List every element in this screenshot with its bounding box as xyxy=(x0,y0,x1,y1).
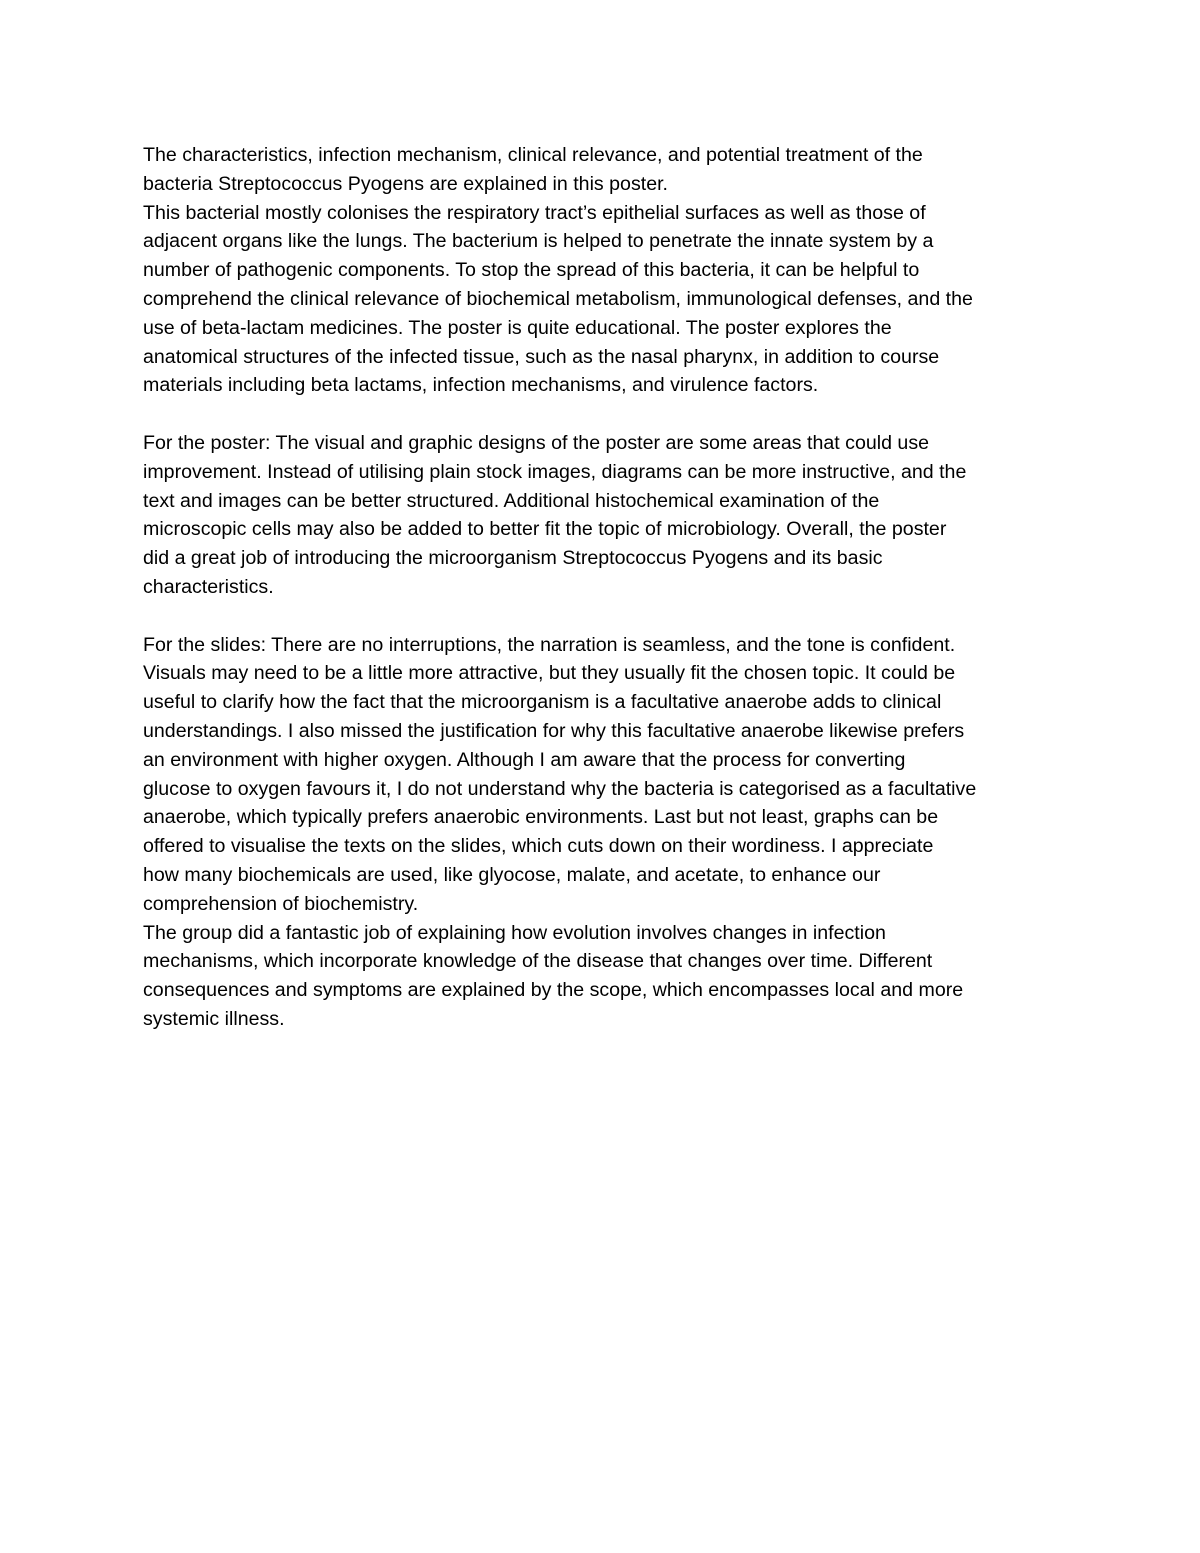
paragraph-slides-feedback: For the slides: There are no interruptions, the narration is seamless, and the tone is confident. Visuals may need to be a little more attractive, but they usually fit the chosen topic. It could be useful to clarify how the fact that the microorganism is a facultative anaerobe adds to clinical understandings. I also missed the justification for why this facultative anaerobe likewise prefers an environment with higher oxygen. Although I am aware that the process for converting glucose to oxygen favours it, I do not understand why the bacteria is categorised as a facultative anaerobe, which typically prefers anaerobic environments. Last but not least, graphs can be offered to visualise the texts on the slides, which cuts down on their wordiness. I appreciate how many biochemicals are used, like glyocose, malate, and acetate, to enhance our comprehension of biochemistry. xyxy=(143,633,977,915)
document-body xyxy=(143,141,1073,1034)
paragraph-spacer xyxy=(143,400,1073,429)
paragraph-poster-feedback: For the poster: The visual and graphic designs of the poster are some areas that could use improvement. Instead of utilising plain stock images, diagrams can be more instructive, and the text and images can be better structured. Additional histochemical examination of the microscopic cells may also be added to better fit the topic of microbiology. Overall, the poster did a great job of introducing the microorganism Streptococcus Pyogens and its basic characteristics. xyxy=(143,431,967,598)
paragraph-spacer xyxy=(143,602,1073,631)
paragraph-intro: The characteristics, infection mechanism, clinical relevance, and potential treatment of the bacteria Streptococcus Pyogens are explained in this poster. xyxy=(143,144,923,195)
paragraph-group-summary: The group did a fantastic job of explaining how evolution involves changes in infection mechanisms, which incorporate knowledge of the disease that changes over time. Different consequences and symptoms are explained by the scope, which encompasses local and more systemic illness. xyxy=(143,921,964,1030)
paragraph-colonisation: This bacterial mostly colonises the respiratory tract’s epithelial surfaces as well as those of adjacent organs like the lungs. The bacterium is helped to penetrate the innate system by a number of pathogenic components. To stop the spread of this bacteria, it can be helpful to comprehend the clinical relevance of biochemical metabolism, immunological defenses, and the use of beta-lactam medicines. The poster is quite educational. The poster explores the anatomical structures of the infected tissue, such as the nasal pharynx, in addition to course materials including beta lactams, infection mechanisms, and virulence factors. xyxy=(143,201,973,397)
